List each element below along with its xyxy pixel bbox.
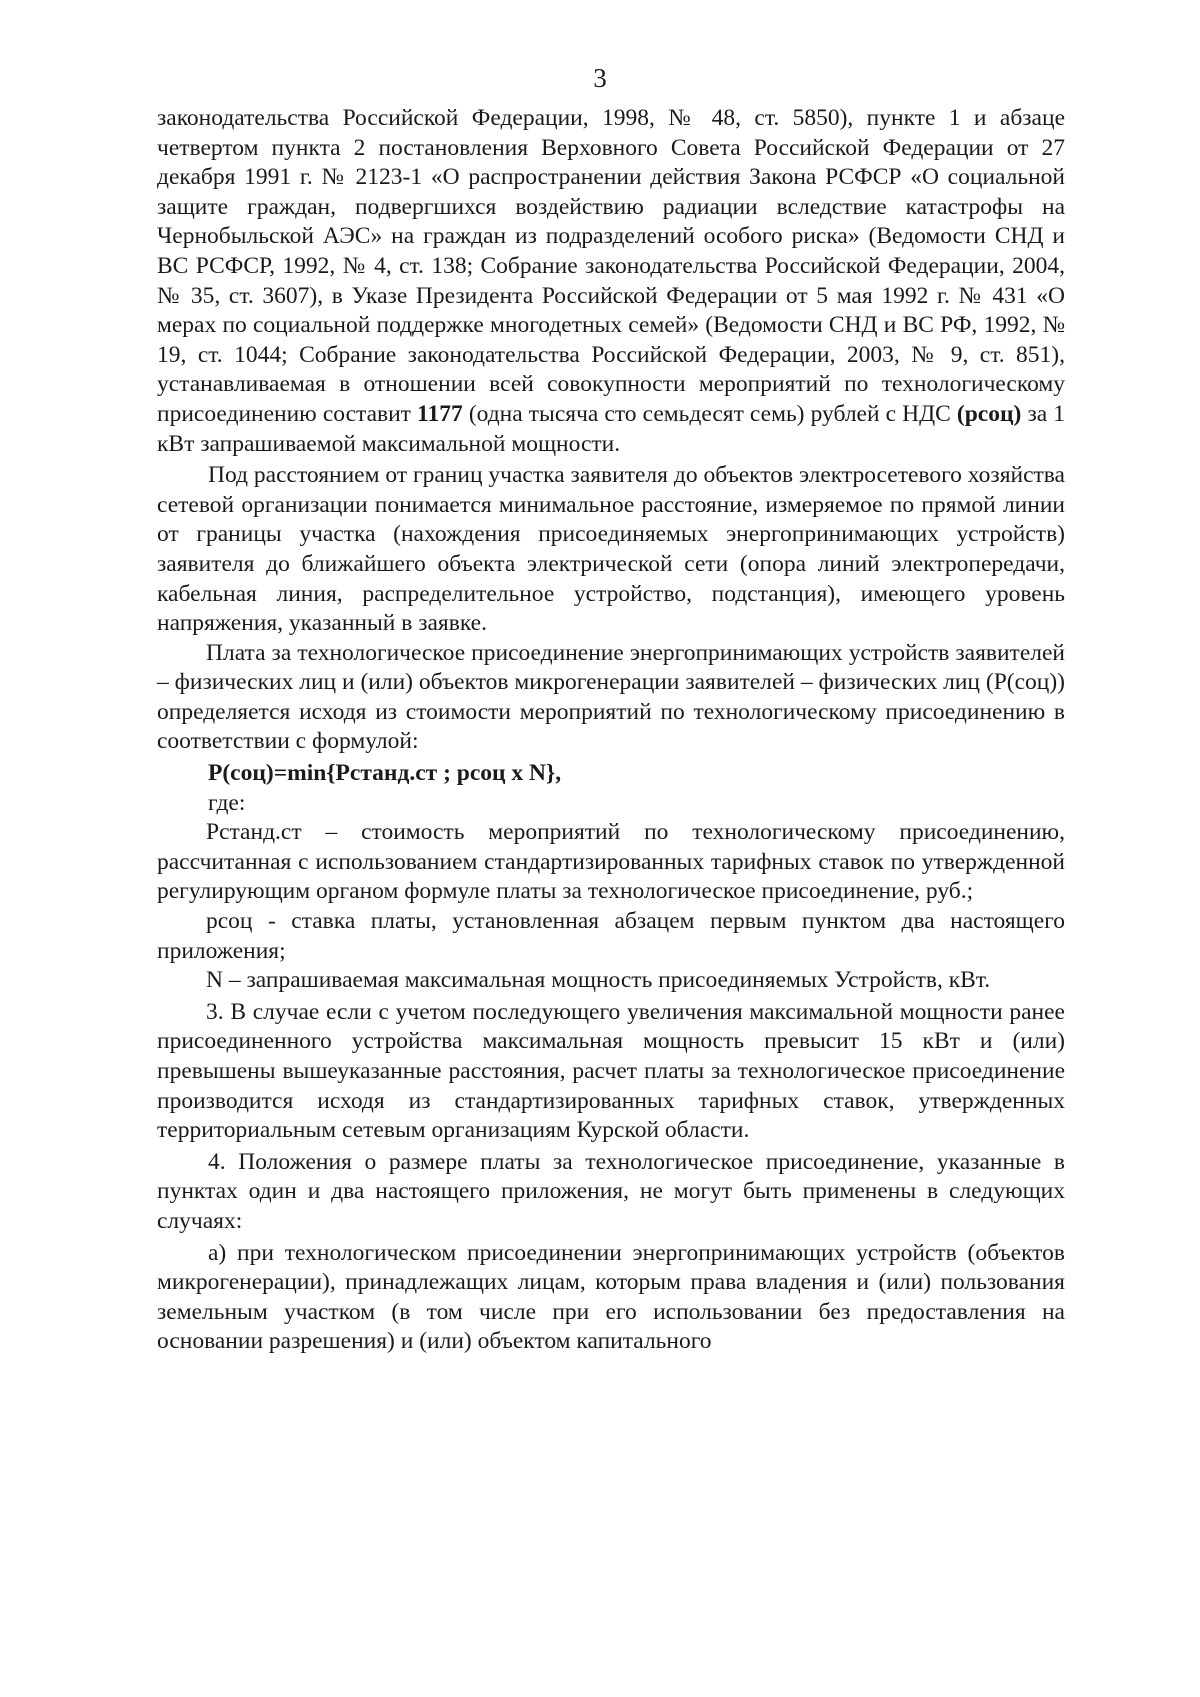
definition-rate: рсоц - ставка платы, установленная абзацем первым пунктом два настоящего приложения;: [157, 908, 1065, 964]
rate-symbol: (рсоц): [956, 400, 1022, 427]
paragraph-tariff-rate: [157, 104, 1065, 459]
paragraph-text: за 1 кВт запрашиваемой максимальной мощности.: [157, 400, 1065, 457]
page-number: 3: [593, 63, 607, 93]
paragraph-clause-3: 3. В случае если с учетом последующего увеличения максимальной мощности ранее присоединенного устройства максимальная мощность превысит 15 кВт и (или) превышены вышеуказанные расстояния, расчет платы за технологическое присоединение производится исходя из стандартизированных тарифных ставок, утвержденных территориальным сетевым организациям Курской области.: [157, 998, 1065, 1144]
paragraph-text: законодательства Российской Федерации, 1998, № 48, ст. 5850), пункте 1 и абзаце четвертом пункта 2 постановления Верховного Совета Российской Федерации от 27 декабря 1991 г. № 2123-1 «О распространении действия Закона РСФСР «О социальной защите граждан, подвергшихся воздействию радиации вследствие катастрофы на Чернобыльской АЭС» на граждан из подразделений особого риска» (Ведомости СНД и ВС РСФСР, 1992, № 4, ст. 138; Собрание законодательства Российской Федерации, 2004, № 35, ст. 3607), в Указе Президента Российской Федерации от 5 мая 1992 г. № 431 «О мерах по социальной поддержке многодетных семей» (Ведомости СНД и ВС РФ, 1992, № 19, ст. 1044; Собрание законодательства Российской Федерации, 2003, № 9, ст. 851), устанавливаемая в отношении всей совокупности мероприятий по технологическому присоединению составит: [157, 105, 1065, 427]
formula-where-label: где:: [208, 789, 246, 816]
paragraph-fee-definition: Плата за технологическое присоединение энергопринимающих устройств заявителей – физических лиц и (или) объектов микрогенерации заявителей – физических лиц (Р(соц)) определяется исходя из стоимости мероприятий по технологическому присоединению в соответствии с формулой:: [157, 639, 1065, 755]
paragraph-clause-4a: а) при технологическом присоединении энергопринимающих устройств (объектов микрогенерации), принадлежащих лицам, которым права владения и (или) пользования земельным участком (в том числе при его использовании без предоставления на основании разрешения) и (или) объектом капитального: [157, 1239, 1065, 1355]
paragraph-clause-4: 4. Положения о размере платы за технологическое присоединение, указанные в пунктах один и два настоящего приложения, не могут быть применены в следующих случаях:: [157, 1148, 1065, 1234]
tariff-amount: 1177: [417, 400, 463, 427]
paragraph-text: (одна тысяча сто семьдесят семь) рублей с НДС: [462, 400, 957, 427]
definition-power: N – запрашиваемая максимальная мощность присоединяемых Устройств, кВт.: [206, 967, 991, 994]
definition-standard-cost: Рстанд.ст – стоимость мероприятий по технологическому присоединению, рассчитанная с использованием стандартизированных тарифных ставок по утвержденной регулирующим органом формуле платы за технологическое присоединение, руб.;: [157, 819, 1065, 905]
paragraph-distance-definition: Под расстоянием от границ участка заявителя до объектов электросетевого хозяйства сетевой организации понимается минимальное расстояние, измеряемое по прямой линии от границы участка (нахождения присоединяемых энергопринимающих устройств) заявителя до ближайшего объекта электрической сети (опора линий электропередачи, кабельная линия, распределительное устройство, подстанция), имеющего уровень напряжения, указанный в заявке.: [157, 462, 1065, 637]
fee-formula: Р(соц)=min{Рстанд.ст ; рсоц х N},: [208, 760, 562, 787]
document-body: [157, 104, 1065, 1357]
